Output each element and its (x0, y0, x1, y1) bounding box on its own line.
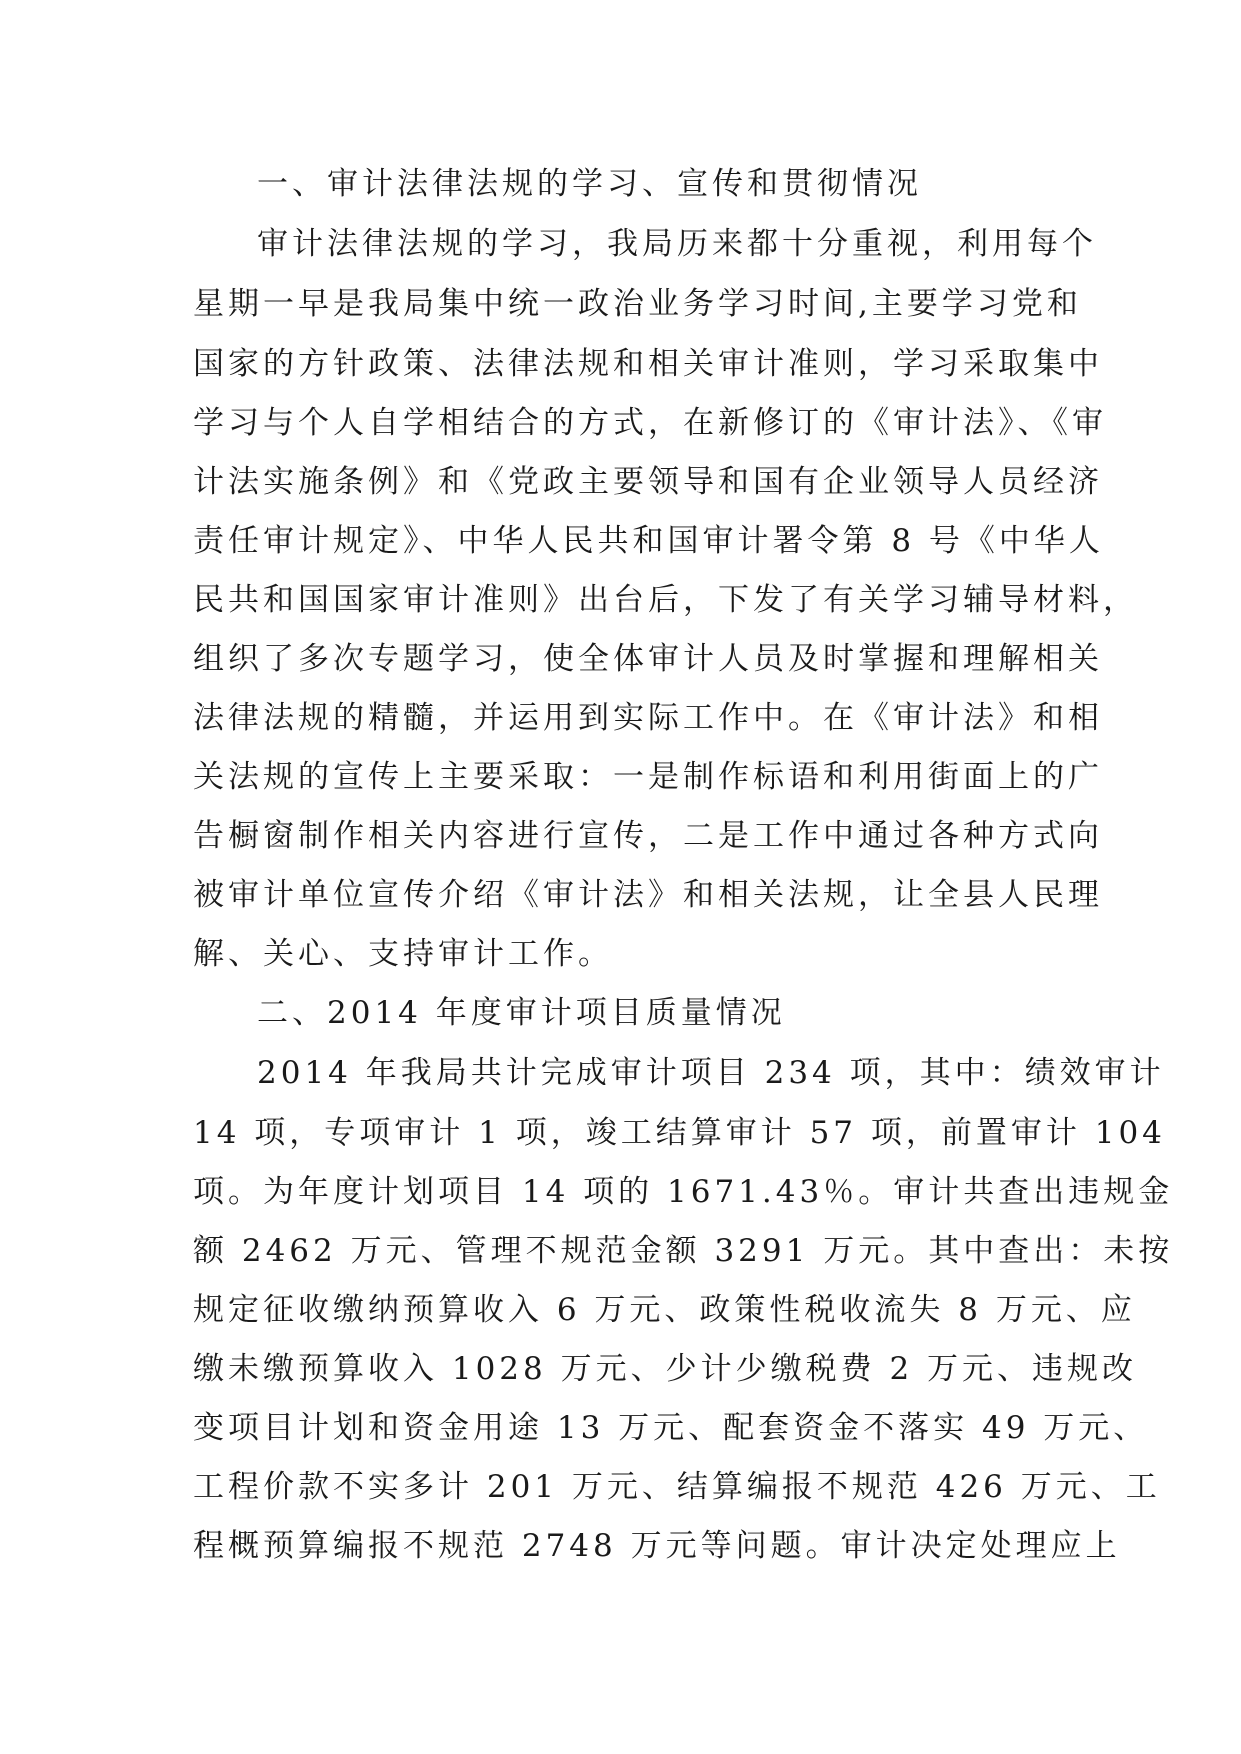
paragraph-line: 法律法规的精髓，并运用到实际工作中。在《审计法》和相 (193, 700, 1103, 736)
paragraph-line: 规定征收缴纳预算收入 6 万元、政策性税收流失 8 万元、应 (193, 1292, 1136, 1328)
paragraph-line: 缴未缴预算收入 1028 万元、少计少缴税费 2 万元、违规改 (193, 1351, 1138, 1387)
paragraph-line: 民共和国国家审计准则》出台后，下发了有关学习辅导材料， (193, 582, 1138, 618)
paragraph-line: 学习与个人自学相结合的方式，在新修订的《审计法》、《审 (193, 405, 1107, 441)
paragraph-line: 告橱窗制作相关内容进行宣传，二是工作中通过各种方式向 (193, 818, 1103, 854)
paragraph-line: 额 2462 万元、管理不规范金额 3291 万元。其中查出：未按 (193, 1233, 1174, 1269)
section-1-heading: 一、审计法律法规的学习、宣传和贯彻情况 (257, 166, 922, 202)
paragraph-line: 关法规的宣传上主要采取：一是制作标语和利用街面上的广 (193, 759, 1103, 795)
paragraph-line: 工程价款不实多计 201 万元、结算编报不规范 426 万元、工 (193, 1469, 1161, 1505)
paragraph-line: 责任审计规定》、中华人民共和国审计署令第 8 号《中华人 (193, 523, 1104, 559)
paragraph-line: 变项目计划和资金用途 13 万元、配套资金不落实 49 万元、 (193, 1410, 1149, 1446)
paragraph-line: 14 项，专项审计 1 项，竣工结算审计 57 项，前置审计 104 (193, 1115, 1166, 1151)
paragraph-line: 审计法律法规的学习，我局历来都十分重视，利用每个 (257, 226, 1097, 262)
paragraph-line: 被审计单位宣传介绍《审计法》和相关法规，让全县人民理 (193, 877, 1103, 913)
paragraph-line: 2014 年我局共计完成审计项目 234 项，其中：绩效审计 (257, 1055, 1165, 1091)
paragraph-line: 星期一早是我局集中统一政治业务学习时间,主要学习党和 (193, 286, 1082, 322)
paragraph-line: 组织了多次专题学习，使全体审计人员及时掌握和理解相关 (193, 641, 1103, 677)
section-2-heading: 二、2014 年度审计项目质量情况 (257, 995, 786, 1031)
paragraph-line: 程概预算编报不规范 2748 万元等问题。审计决定处理应上 (193, 1528, 1121, 1564)
paragraph-line: 国家的方针政策、法律法规和相关审计准则，学习采取集中 (193, 346, 1103, 382)
paragraph-line: 解、关心、支持审计工作。 (193, 936, 613, 972)
paragraph-line: 计法实施条例》和《党政主要领导和国有企业领导人员经济 (193, 464, 1103, 500)
paragraph-line: 项。为年度计划项目 14 项的 1671.43％。审计共查出违规金 (193, 1174, 1174, 1210)
